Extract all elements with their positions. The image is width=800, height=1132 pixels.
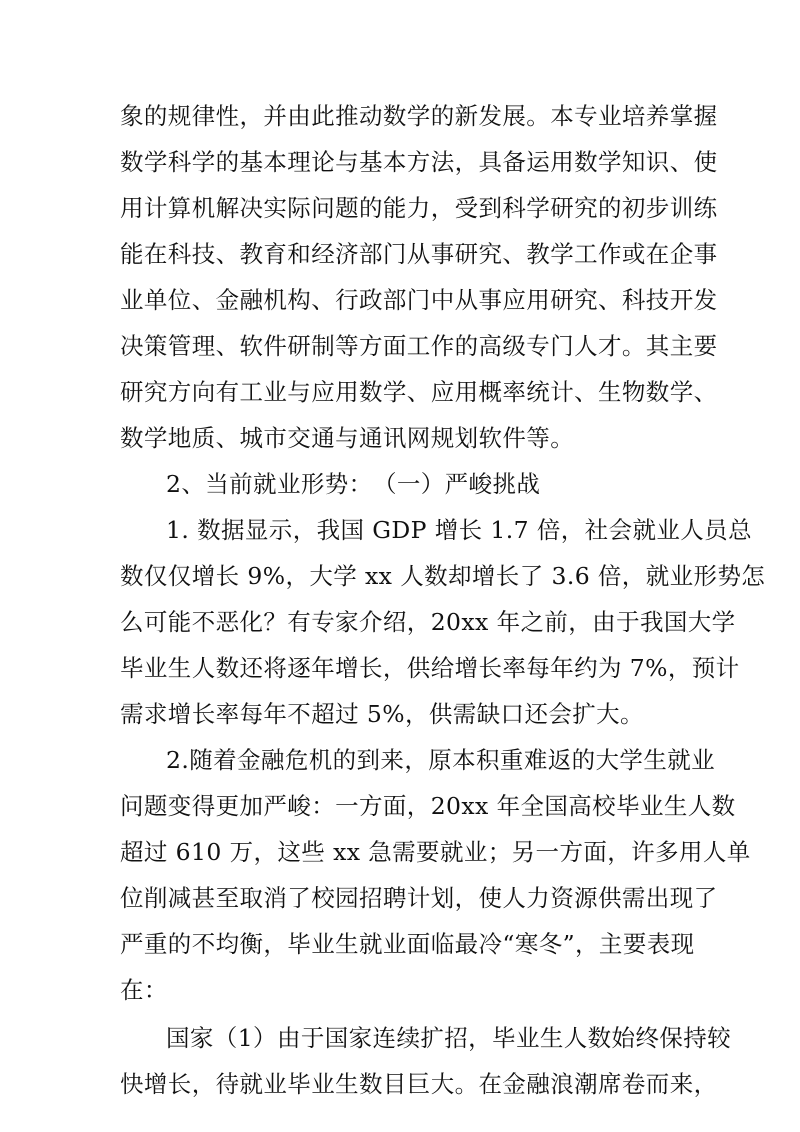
text-line: 数学地质、城市交通与通讯网规划软件等。 (120, 424, 575, 452)
text-line: 用计算机解决实际问题的能力，受到科学研究的初步训练 (120, 194, 718, 222)
paragraph-start: 1. 数据显示，我国 GDP 增长 1.7 倍，社会就业人员总 (166, 516, 752, 544)
text-line: 问题变得更加严峻：一方面，20xx 年全国高校毕业生人数 (120, 792, 736, 820)
text-line: 毕业生人数还将逐年增长，供给增长率每年约为 7%，预计 (120, 654, 740, 682)
text-line: 象的规律性，并由此推动数学的新发展。本专业培养掌握 (120, 102, 718, 130)
text-line: 快增长，待就业毕业生数目巨大。在金融浪潮席卷而来， (120, 1070, 718, 1098)
text-line: 严重的不均衡，毕业生就业面临最冷“寒冬”，主要表现 (120, 930, 695, 958)
text-line: 研究方向有工业与应用数学、应用概率统计、生物数学、 (120, 378, 718, 406)
paragraph-start: 国家（1）由于国家连续扩招，毕业生人数始终保持较 (166, 1024, 732, 1052)
text-line: 超过 610 万，这些 xx 急需要就业；另一方面，许多用人单 (120, 838, 751, 866)
text-line: 数学科学的基本理论与基本方法，具备运用数学知识、使 (120, 148, 718, 176)
text-line: 业单位、金融机构、行政部门中从事应用研究、科技开发 (120, 286, 718, 314)
section-heading: 2、当前就业形势： （一）严峻挑战 (166, 470, 541, 498)
text-line: 能在科技、教育和经济部门从事研究、教学工作或在企事 (120, 240, 718, 268)
text-line: 需求增长率每年不超过 5%，供需缺口还会扩大。 (120, 700, 644, 728)
text-line: 决策管理、软件研制等方面工作的高级专门人才。其主要 (120, 332, 718, 360)
paragraph-start: 2.随着金融危机的到来，原本积重难返的大学生就业 (166, 746, 716, 774)
text-line: 在： (120, 976, 168, 1004)
text-line: 数仅仅增长 9%，大学 xx 人数却增长了 3.6 倍，就业形势怎 (120, 562, 766, 590)
text-line: 么可能不恶化？有专家介绍，20xx 年之前，由于我国大学 (120, 608, 736, 636)
text-line: 位削减甚至取消了校园招聘计划，使人力资源供需出现了 (120, 884, 718, 912)
